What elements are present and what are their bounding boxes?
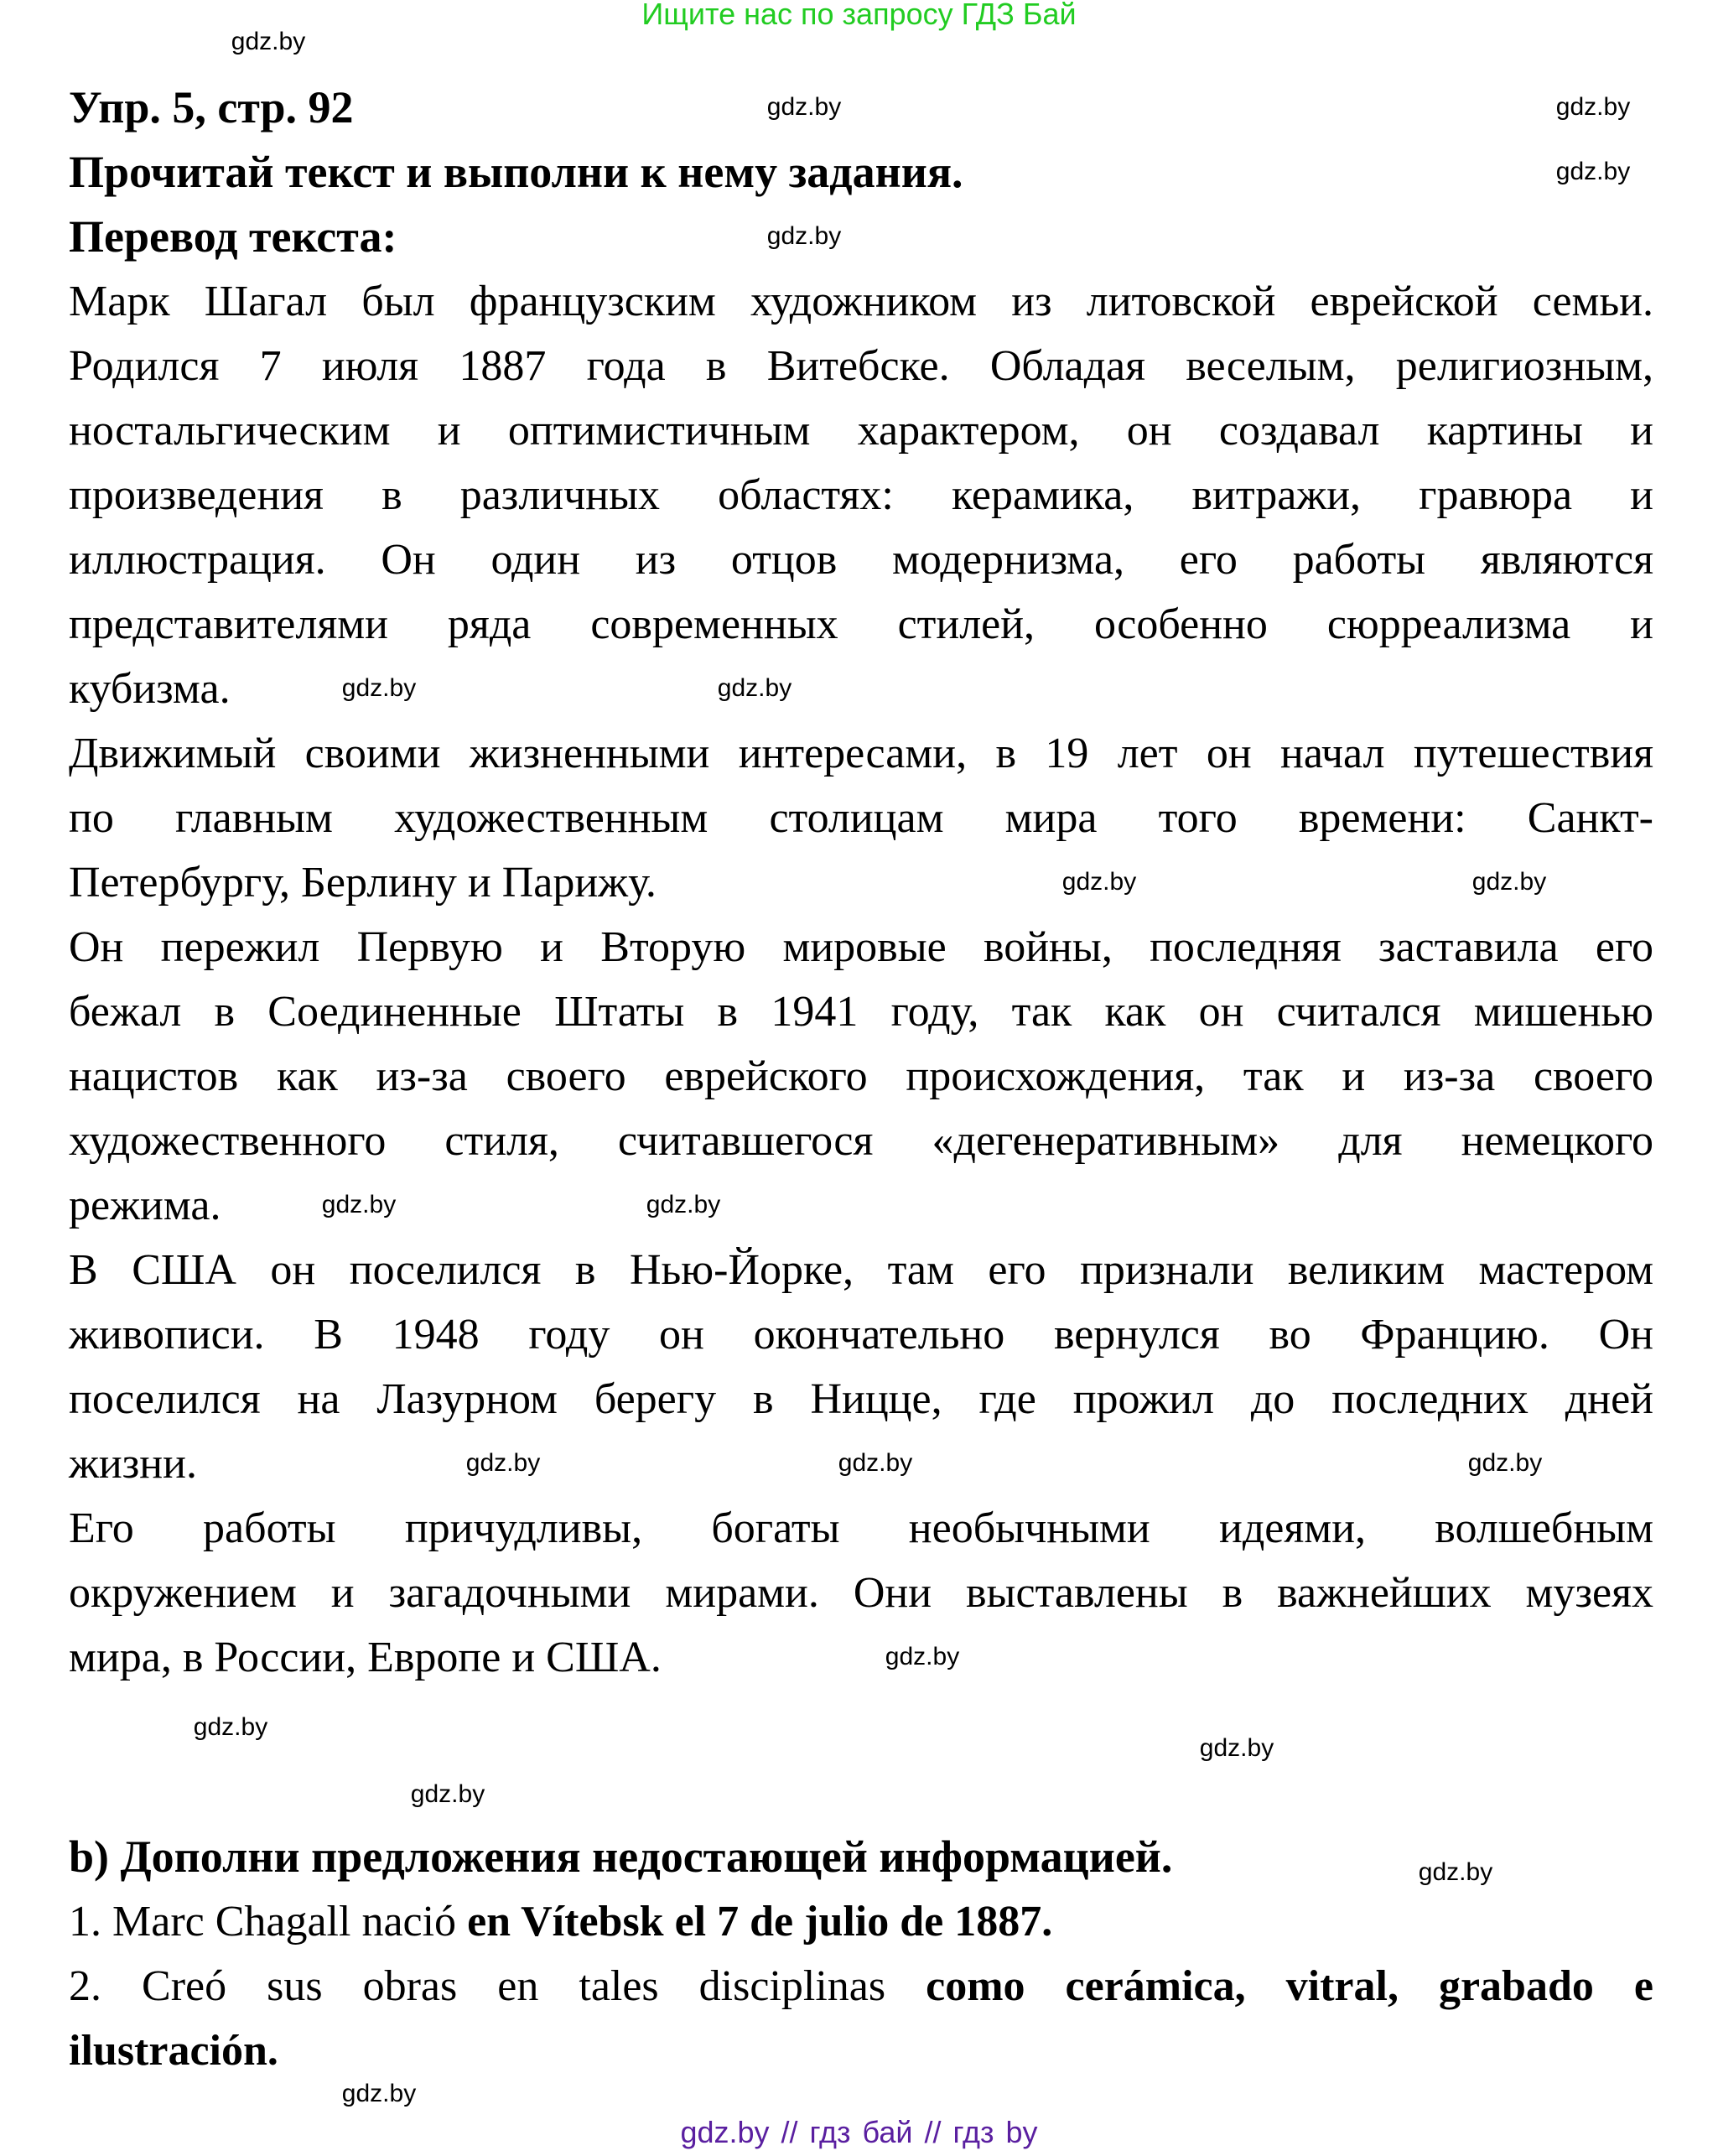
section-b-title: b) Дополни предложения недостающей информацией.: [69, 1831, 1173, 1882]
watermark: gdz.by: [1467, 1449, 1543, 1477]
answer-prefix: 1. Marc Chagall nació: [69, 1898, 468, 1946]
watermark: gdz.by: [341, 2080, 417, 2107]
watermark: gdz.by: [885, 1643, 960, 1670]
answer-text: en Vítebsk el 7 de julio de 1887.: [467, 1898, 1053, 1946]
text-line: Его работы причудливы, богаты необычными идеями, волшебным: [69, 1504, 1653, 1552]
text-line: по главным художественным столицам мира того времени: Санкт-: [69, 794, 1653, 842]
watermark: gdz.by: [193, 1713, 268, 1741]
watermark: gdz.by: [465, 1449, 541, 1477]
text-line: Движимый своими жизненными интересами, в 19 лет он начал путешествия: [69, 730, 1653, 777]
text-line: художественного стиля, считавшегося «дегенеративным» для немецкого: [69, 1117, 1653, 1165]
text-line: нацистов как из-за своего еврейского происхождения, так и из-за своего: [69, 1052, 1653, 1100]
answer-item-2-cont: ilustración.: [69, 2027, 278, 2075]
text-line: кубизма.: [69, 665, 231, 713]
text-line: мира, в России, Европе и США.: [69, 1634, 662, 1681]
answer-prefix: 2. Creó sus obras en tales disciplinas: [69, 1962, 926, 2010]
text-line: поселился на Лазурном берегу в Ницце, где прожил до последних дней: [69, 1375, 1653, 1423]
text-line: ностальгическим и оптимистичным характером, он создавал картины и: [69, 407, 1653, 455]
watermark: gdz.by: [1555, 158, 1631, 185]
watermark: gdz.by: [1061, 868, 1137, 896]
search-banner: Ищите нас по запросу ГДЗ Бай: [641, 0, 1077, 31]
watermark: gdz.by: [410, 1780, 485, 1808]
exercise-title: Упр. 5, стр. 92: [69, 82, 354, 132]
text-line: представителями ряда современных стилей, особенно сюрреализма и: [69, 600, 1653, 648]
text-line: Марк Шагал был французским художником из литовской еврейской семьи.: [69, 278, 1653, 325]
watermark: gdz.by: [1555, 93, 1631, 121]
text-line: окружением и загадочными мирами. Они выставлены в важнейших музеях: [69, 1569, 1653, 1617]
text-line: бежал в Соединенные Штаты в 1941 году, так как он считался мишенью: [69, 988, 1653, 1036]
text-line: произведения в различных областях: керамика, витражи, гравюра и: [69, 471, 1653, 519]
watermark: gdz.by: [1418, 1858, 1493, 1886]
watermark: gdz.by: [321, 1191, 397, 1218]
text-line: иллюстрация. Он один из отцов модернизма, его работы являются: [69, 536, 1653, 584]
watermark: gdz.by: [1471, 868, 1547, 896]
section-b: [69, 1825, 1653, 2083]
text-line: В США он поселился в Нью-Йорке, там его признали великим мастером: [69, 1246, 1653, 1294]
answer-item-1: [69, 1889, 1653, 1954]
watermark: gdz.by: [341, 674, 417, 702]
watermark: gdz.by: [766, 222, 842, 250]
watermark: gdz.by: [646, 1191, 721, 1218]
text-line: режима.: [69, 1182, 221, 1229]
watermark: gdz.by: [838, 1449, 913, 1477]
text-line: Родился 7 июля 1887 года в Витебске. Обладая веселым, религиозным,: [69, 342, 1653, 390]
watermark: gdz.by: [717, 674, 792, 702]
watermark: gdz.by: [766, 93, 842, 121]
text-line: жизни.: [69, 1440, 197, 1488]
answer-text: como cerámica, vitral, grabado e: [926, 1962, 1653, 2010]
task-heading: Прочитай текст и выполни к нему задания.: [69, 147, 963, 197]
answer-item-2: [69, 1954, 1653, 2018]
text-line: живописи. В 1948 году он окончательно вернулся во Францию. Он: [69, 1311, 1653, 1359]
footer-banner: gdz.by // гдз бай // гдз by: [680, 2115, 1038, 2149]
watermark: gdz.by: [231, 28, 306, 55]
text-line: Он пережил Первую и Вторую мировые войны, последняя заставила его: [69, 923, 1653, 971]
document-body: [69, 75, 1653, 1690]
text-line: Петербургу, Берлину и Парижу.: [69, 859, 657, 907]
watermark: gdz.by: [1199, 1734, 1274, 1762]
translation-label: Перевод текста:: [69, 211, 397, 262]
